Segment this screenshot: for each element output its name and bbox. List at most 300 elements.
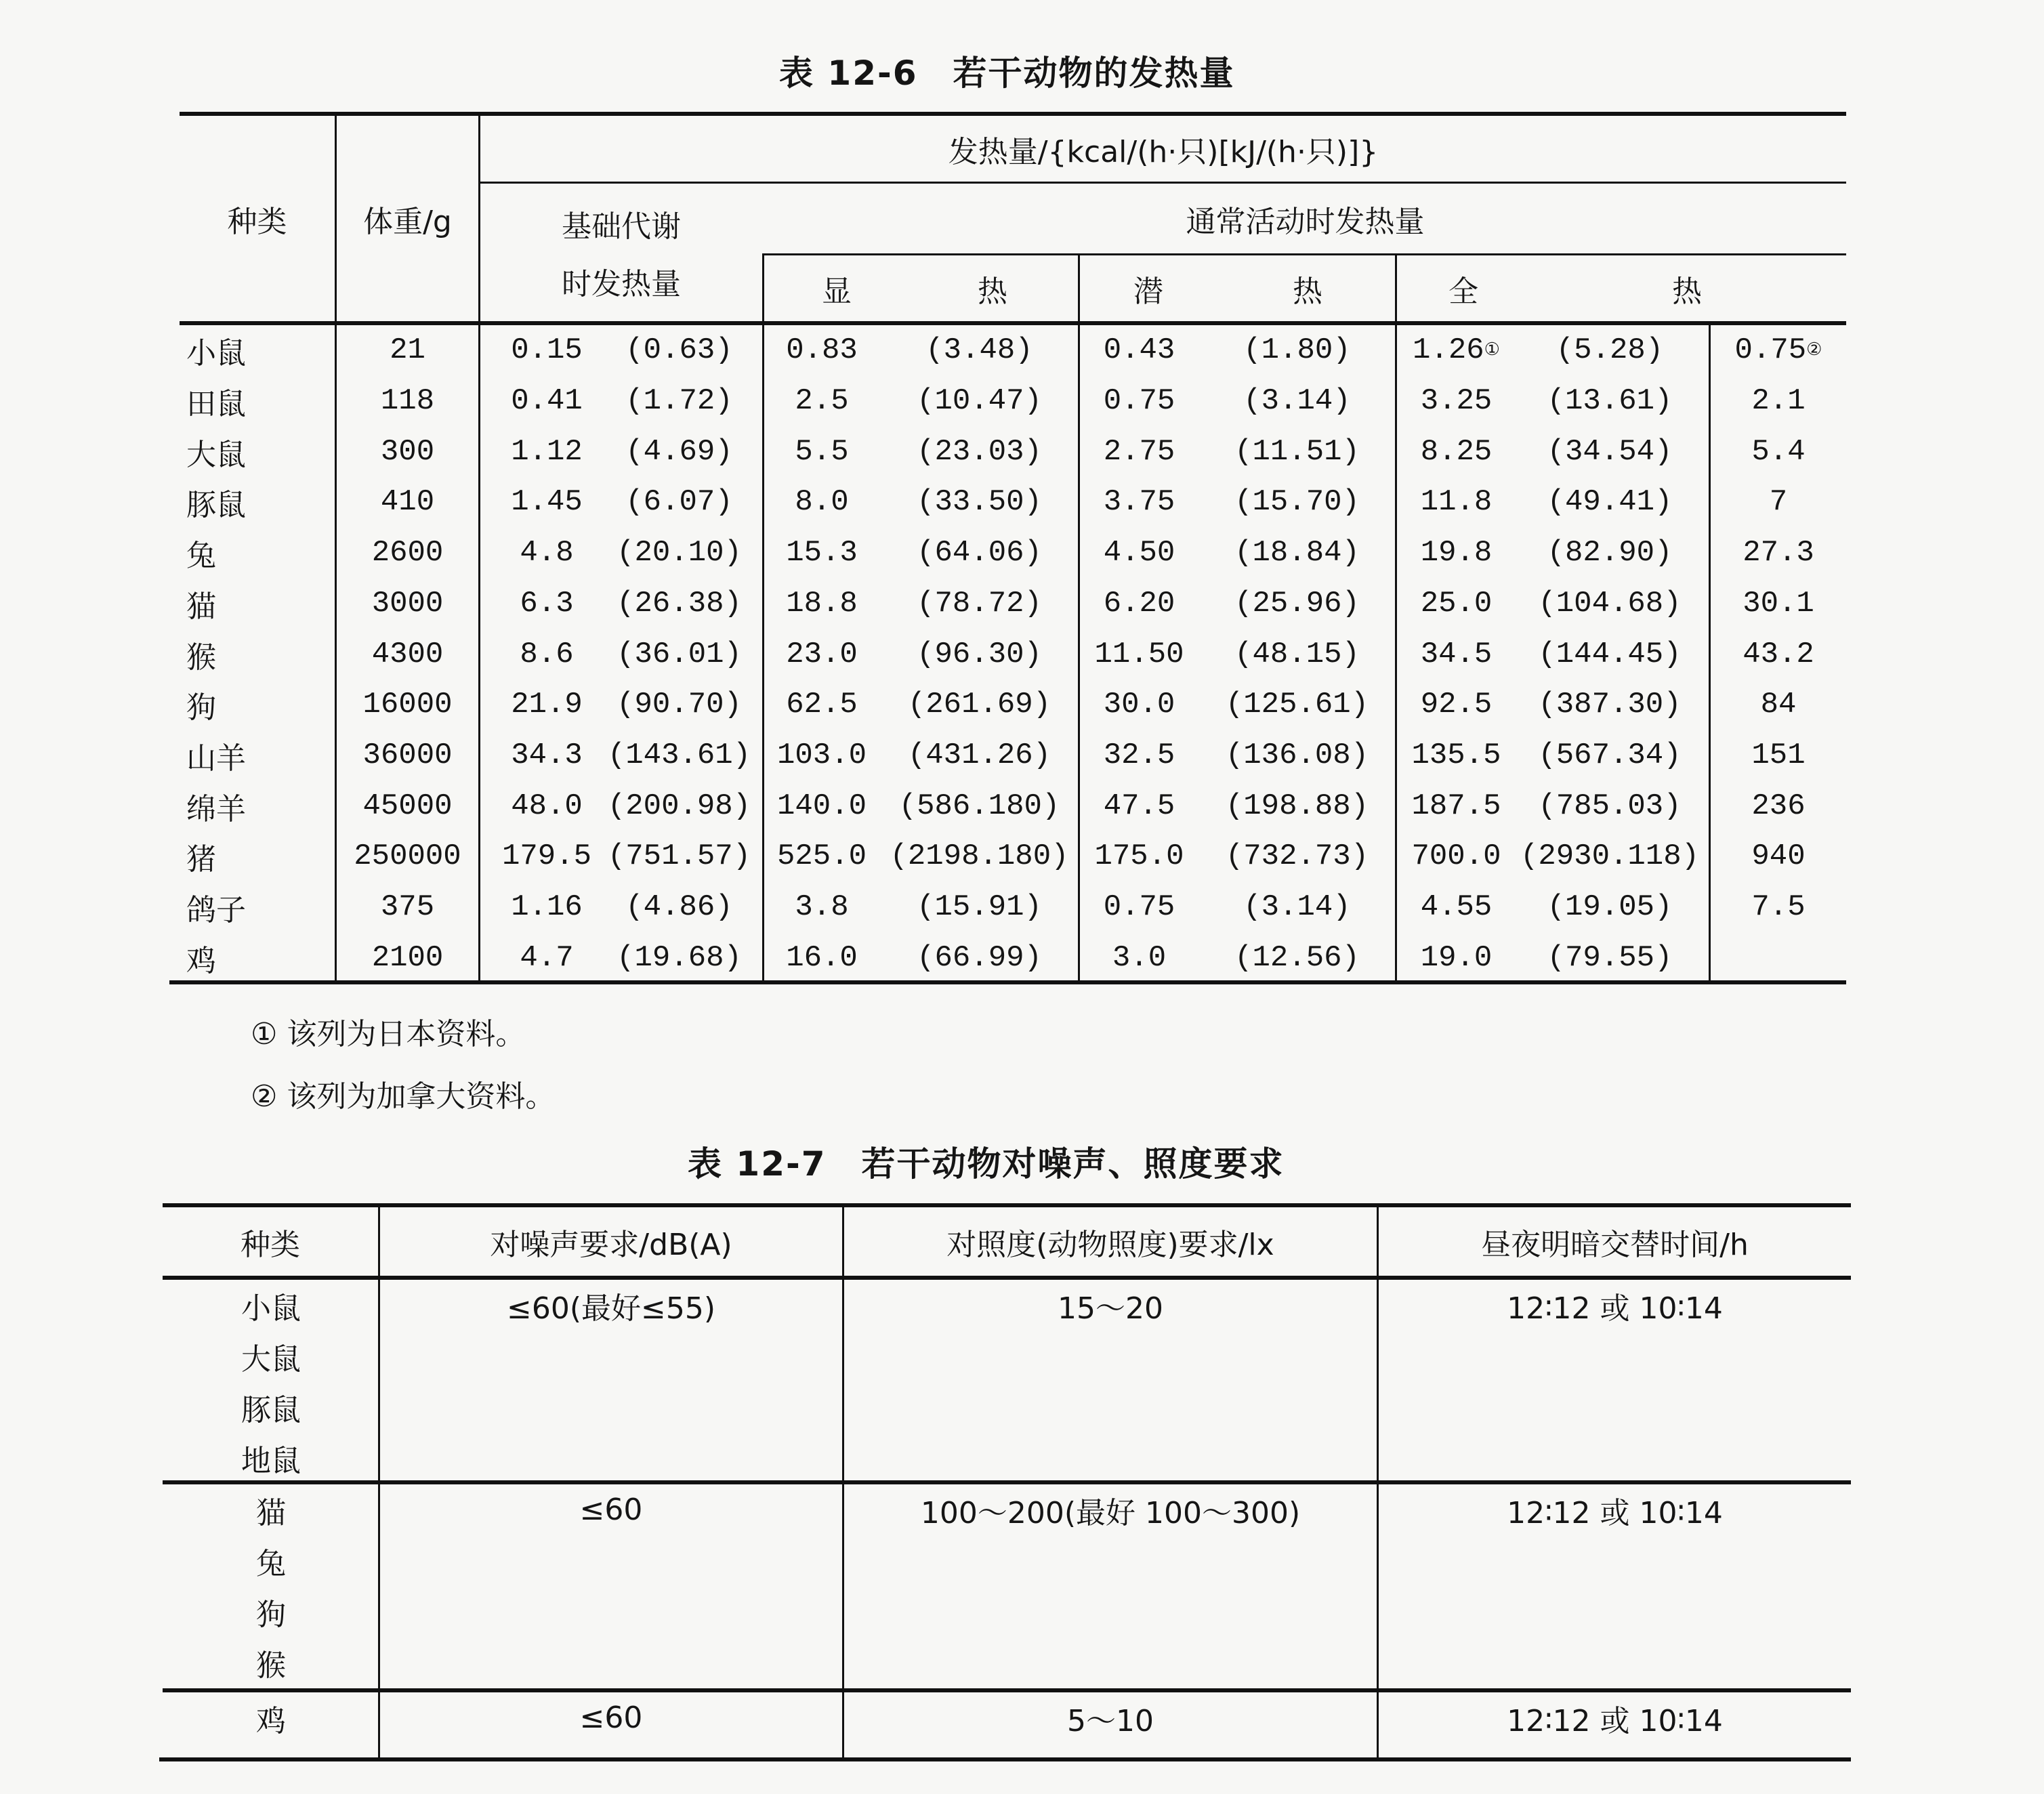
cell-total xyxy=(1397,477,1516,528)
cell-total-kj xyxy=(1511,882,1709,933)
cell-value: (3.14) xyxy=(1243,890,1351,925)
cell-value: 兔 xyxy=(186,539,216,574)
cell-extra: 0.75 ② xyxy=(1734,333,1822,368)
cell-species xyxy=(186,528,322,579)
cell-value: 7 xyxy=(1769,485,1788,520)
cell-lat-kj xyxy=(1199,579,1395,629)
cell-value: 猫 xyxy=(186,589,216,624)
cell-sens xyxy=(764,325,879,376)
cell-value: 8.0 xyxy=(795,485,849,520)
cell-weight xyxy=(337,831,478,882)
cell-value: 23.0 xyxy=(786,637,858,671)
cell-value: (5.28) xyxy=(1556,333,1664,368)
cell-total-kj xyxy=(1511,426,1709,477)
cell-lat-kj xyxy=(1199,528,1395,579)
cell-value: 2100 xyxy=(371,940,444,975)
cell-value: 34.5 xyxy=(1420,637,1493,671)
cell-value: 4.50 xyxy=(1103,536,1175,570)
cell-basal-kj xyxy=(596,477,762,528)
header-heat: 发热量/{kcal/(h·只)[kJ/(h·只)]} xyxy=(948,134,1379,169)
cell-value: 92.5 xyxy=(1420,688,1493,722)
cell-value: 鸡 xyxy=(186,943,216,978)
cell-total xyxy=(1397,780,1516,831)
cell-value: 47.5 xyxy=(1103,789,1175,823)
header-latent-b: 热 xyxy=(1293,274,1322,309)
cell-basal-kj xyxy=(596,325,762,376)
cell-basal xyxy=(482,579,611,629)
cell-value: 21.9 xyxy=(511,688,583,722)
cell-total xyxy=(1397,831,1516,882)
cell-lat xyxy=(1080,629,1198,680)
cell-value: 绵羊 xyxy=(186,791,246,827)
cell-value: (261.69) xyxy=(907,688,1051,722)
cell-value: (586.180) xyxy=(898,789,1060,823)
cell-extra xyxy=(1711,579,1846,629)
cell-species xyxy=(186,730,322,781)
cell-value: (6.07) xyxy=(625,485,733,520)
cell-total xyxy=(1397,426,1516,477)
cell-value: 103.0 xyxy=(776,738,867,772)
cell-total xyxy=(1397,680,1516,730)
cell-sens xyxy=(764,579,879,629)
cell-value: 16000 xyxy=(362,688,453,722)
cell-value: (4.69) xyxy=(625,434,733,469)
cell-species xyxy=(186,680,322,730)
cell-value: 山羊 xyxy=(186,740,246,776)
cell-species xyxy=(186,629,322,680)
cell-species: 小鼠 xyxy=(241,1291,301,1326)
cell-species xyxy=(186,376,322,427)
cell-basal xyxy=(482,629,611,680)
cell-cycle: 12∶12 或 10∶14 xyxy=(1507,1495,1723,1530)
cell-value: (0.63) xyxy=(625,333,733,368)
table-12-6-title: 表 12-6 若干动物的发热量 xyxy=(779,54,1235,93)
cell-total xyxy=(1397,579,1516,629)
cell-basal-kj xyxy=(596,579,762,629)
cell-lat xyxy=(1080,477,1198,528)
cell-value: 0.41 xyxy=(511,384,583,419)
cell-lat xyxy=(1080,730,1198,781)
cell-species xyxy=(186,831,322,882)
cell-sens-kj xyxy=(881,730,1078,781)
cell-species: 地鼠 xyxy=(241,1443,301,1478)
cell-value: (48.15) xyxy=(1234,637,1360,671)
cell-extra xyxy=(1711,831,1846,882)
cell-total-kj xyxy=(1511,376,1709,427)
cell-species xyxy=(186,579,322,629)
cell-value: (26.38) xyxy=(617,586,742,621)
cell-value: 5.5 xyxy=(795,434,849,469)
cell-sens xyxy=(764,882,879,933)
cell-sens xyxy=(764,477,879,528)
cell-lat-kj xyxy=(1199,831,1395,882)
cell-basal-kj xyxy=(596,426,762,477)
cell-value: 375 xyxy=(380,890,435,925)
header-basal-2: 时发热量 xyxy=(562,267,681,301)
cell-value: 3.25 xyxy=(1420,384,1493,419)
cell-sens xyxy=(764,730,879,781)
bottom-rule xyxy=(159,1757,1851,1761)
cell-total: 1.26 ① xyxy=(1413,333,1500,368)
cell-basal-kj xyxy=(596,376,762,427)
cell-basal-kj xyxy=(596,831,762,882)
cell-value: 19.0 xyxy=(1420,940,1493,975)
cell-value: 36000 xyxy=(362,738,453,772)
header-sensible-a: 显 xyxy=(822,274,852,309)
cell-sens-kj xyxy=(881,680,1078,730)
cell-value: 1.26 xyxy=(1413,333,1484,368)
cell-species: 豚鼠 xyxy=(241,1392,301,1427)
cell-value: 田鼠 xyxy=(186,387,246,422)
cell-weight xyxy=(337,730,478,781)
cell-value: (136.08) xyxy=(1225,738,1369,772)
cell-value: 1.12 xyxy=(511,434,583,469)
cell-species: 狗 xyxy=(256,1597,286,1632)
footnote-2: ② 该列为加拿大资料。 xyxy=(251,1079,556,1114)
cell-sens xyxy=(764,629,879,680)
cell-weight xyxy=(337,680,478,730)
cell-total-kj xyxy=(1511,932,1709,983)
cell-species xyxy=(186,325,322,376)
cell-extra xyxy=(1711,629,1846,680)
cell-value: 45000 xyxy=(362,789,453,823)
cell-extra xyxy=(1711,882,1846,933)
cell-value: 5.4 xyxy=(1751,434,1806,469)
cell-lat-kj xyxy=(1199,426,1395,477)
cell-value: (3.48) xyxy=(925,333,1033,368)
cell-value: (19.05) xyxy=(1547,890,1673,925)
cell-value: 0.43 xyxy=(1103,333,1175,368)
cell-value: 猴 xyxy=(186,640,216,675)
cell-extra xyxy=(1711,932,1846,983)
cell-lat-kj xyxy=(1199,932,1395,983)
cell-value: 6.20 xyxy=(1103,586,1175,621)
cell-light: 15～20 xyxy=(1058,1291,1163,1326)
cell-value: 940 xyxy=(1751,839,1806,874)
cell-value: 11.8 xyxy=(1420,485,1493,520)
cell-value: (387.30) xyxy=(1538,688,1682,722)
cell-value: (2198.180) xyxy=(890,839,1069,874)
cell-value: 18.8 xyxy=(786,586,858,621)
cell-value: 0.75 xyxy=(1103,890,1175,925)
cell-lat-kj xyxy=(1199,477,1395,528)
cell-weight xyxy=(337,528,478,579)
cell-lat-kj xyxy=(1199,730,1395,781)
cell-lat xyxy=(1080,882,1198,933)
header-cycle: 昼夜明暗交替时间/h xyxy=(1481,1227,1749,1262)
cell-total xyxy=(1397,932,1516,983)
cell-sens-kj xyxy=(881,629,1078,680)
cell-value: (732.73) xyxy=(1225,839,1369,874)
cell-total xyxy=(1397,882,1516,933)
cell-basal xyxy=(482,882,611,933)
cell-lat xyxy=(1080,426,1198,477)
cell-weight xyxy=(337,477,478,528)
cell-species: 兔 xyxy=(256,1546,286,1581)
cell-value: 11.50 xyxy=(1094,637,1184,671)
cell-value: (1.80) xyxy=(1243,333,1351,368)
cell-value: (144.45) xyxy=(1538,637,1682,671)
cell-total-kj xyxy=(1511,477,1709,528)
cell-total xyxy=(1397,376,1516,427)
cell-cycle: 12∶12 或 10∶14 xyxy=(1507,1703,1723,1738)
cell-value: 鸽子 xyxy=(186,893,246,928)
cell-value: (2930.118) xyxy=(1520,839,1700,874)
cell-value: 3.75 xyxy=(1103,485,1175,520)
cell-value: 21 xyxy=(390,333,425,368)
cell-value: 4.55 xyxy=(1420,890,1493,925)
cell-value: 25.0 xyxy=(1420,586,1493,621)
header-activity: 通常活动时发热量 xyxy=(1186,204,1425,239)
cell-lat-kj xyxy=(1199,376,1395,427)
cell-basal xyxy=(482,528,611,579)
cell-lat xyxy=(1080,579,1198,629)
cell-sens xyxy=(764,528,879,579)
cell-lat-kj xyxy=(1199,780,1395,831)
cell-value: (66.99) xyxy=(917,940,1042,975)
cell-value: 135.5 xyxy=(1411,738,1501,772)
cell-total-kj xyxy=(1511,730,1709,781)
cell-basal xyxy=(482,376,611,427)
cell-extra xyxy=(1711,426,1846,477)
cell-value: 250000 xyxy=(354,839,461,874)
cell-value: 4300 xyxy=(371,637,444,671)
cell-total-kj xyxy=(1511,528,1709,579)
cell-basal xyxy=(482,477,611,528)
cell-value: 27.3 xyxy=(1743,536,1814,570)
cell-sens-kj xyxy=(881,831,1078,882)
cell-lat xyxy=(1080,680,1198,730)
cell-value: 7.5 xyxy=(1751,890,1806,925)
header-total-a: 全 xyxy=(1448,274,1478,309)
cell-value: 43.2 xyxy=(1743,637,1814,671)
cell-total xyxy=(1397,730,1516,781)
cell-sens xyxy=(764,831,879,882)
cell-extra xyxy=(1711,528,1846,579)
cell-value: (15.91) xyxy=(917,890,1042,925)
cell-value: (3.14) xyxy=(1243,384,1351,419)
cell-value: (25.96) xyxy=(1234,586,1360,621)
cell-value: (785.03) xyxy=(1538,789,1682,823)
cell-lat-kj xyxy=(1199,629,1395,680)
cell-lat-kj xyxy=(1199,680,1395,730)
cell-value: 2.75 xyxy=(1103,434,1175,469)
cell-noise: ≤60 xyxy=(579,1493,643,1527)
cell-light: 5～10 xyxy=(1067,1703,1154,1738)
cell-value: 30.0 xyxy=(1103,688,1175,722)
cell-value: 大鼠 xyxy=(186,437,246,472)
cell-value: (79.55) xyxy=(1547,940,1673,975)
cell-light: 100～200(最好 100～300) xyxy=(920,1495,1301,1530)
cell-total-kj xyxy=(1511,680,1709,730)
header-basal: 基础代谢 xyxy=(562,209,681,244)
cell-lat-kj xyxy=(1199,882,1395,933)
cell-value: (143.61) xyxy=(607,738,751,772)
cell-value: (1.72) xyxy=(625,384,733,419)
cell-weight xyxy=(337,780,478,831)
cell-sens xyxy=(764,426,879,477)
cell-value: (4.86) xyxy=(625,890,733,925)
cell-total xyxy=(1397,528,1516,579)
cell-sens-kj xyxy=(881,325,1078,376)
header-weight: 体重/g xyxy=(363,204,452,239)
cell-lat xyxy=(1080,325,1198,376)
cell-value: 豚鼠 xyxy=(186,488,246,523)
cell-value: 1.45 xyxy=(511,485,583,520)
cell-species xyxy=(186,477,322,528)
cell-value: 3.0 xyxy=(1112,940,1167,975)
cell-weight xyxy=(337,376,478,427)
cell-weight xyxy=(337,325,478,376)
cell-value: (13.61) xyxy=(1547,384,1673,419)
cell-value: (18.84) xyxy=(1234,536,1360,570)
cell-sens-kj xyxy=(881,426,1078,477)
cell-value: 236 xyxy=(1751,789,1806,823)
cell-value: (104.68) xyxy=(1538,586,1682,621)
cell-species: 猴 xyxy=(256,1648,286,1683)
header-noise: 对噪声要求/dB(A) xyxy=(490,1227,732,1262)
cell-extra xyxy=(1711,477,1846,528)
cell-value: 700.0 xyxy=(1411,839,1501,874)
cell-total xyxy=(1397,629,1516,680)
cell-value: (36.01) xyxy=(617,637,742,671)
header-species: 种类 xyxy=(241,1227,300,1262)
cell-value: 140.0 xyxy=(776,789,867,823)
cell-value: 175.0 xyxy=(1094,839,1184,874)
cell-sens-kj xyxy=(881,780,1078,831)
cell-value: (11.51) xyxy=(1234,434,1360,469)
cell-noise: ≤60(最好≤55) xyxy=(506,1291,716,1326)
cell-value: (198.88) xyxy=(1225,789,1369,823)
cell-value: 3.8 xyxy=(795,890,849,925)
cell-value: (431.26) xyxy=(907,738,1051,772)
cell-value: (33.50) xyxy=(917,485,1042,520)
cell-value: (200.98) xyxy=(607,789,751,823)
cell-value: 34.3 xyxy=(511,738,583,772)
cell-value: 30.1 xyxy=(1743,586,1814,621)
cell-sens xyxy=(764,932,879,983)
cell-value: (10.47) xyxy=(917,384,1042,419)
header-light: 对照度(动物照度)要求/lx xyxy=(946,1227,1274,1262)
cell-value: 2600 xyxy=(371,536,444,570)
header-total-b: 热 xyxy=(1672,274,1702,309)
cell-basal xyxy=(482,680,611,730)
cell-value: 300 xyxy=(380,434,435,469)
cell-lat xyxy=(1080,831,1198,882)
table-12-7-title: 表 12-7 若干动物对噪声、照度要求 xyxy=(688,1144,1285,1184)
cell-weight xyxy=(337,932,478,983)
cell-value: (64.06) xyxy=(917,536,1042,570)
cell-value: 16.0 xyxy=(786,940,858,975)
cell-value: 118 xyxy=(380,384,435,419)
cell-lat xyxy=(1080,528,1198,579)
cell-extra xyxy=(1711,376,1846,427)
cell-value: (12.56) xyxy=(1234,940,1360,975)
cell-value: 0.75 xyxy=(1103,384,1175,419)
footnote-1: ① 该列为日本资料。 xyxy=(251,1017,526,1051)
cell-value: (90.70) xyxy=(617,688,742,722)
cell-sens xyxy=(764,376,879,427)
cell-species xyxy=(186,882,322,933)
cell-value: 小鼠 xyxy=(186,336,246,371)
cell-value: 4.8 xyxy=(520,536,574,570)
cell-value: 狗 xyxy=(186,690,216,726)
cell-value: (567.34) xyxy=(1538,738,1682,772)
cell-value: 0.83 xyxy=(786,333,858,368)
cell-sens-kj xyxy=(881,882,1078,933)
cell-basal-kj xyxy=(596,528,762,579)
cell-value: 19.8 xyxy=(1420,536,1493,570)
cell-extra xyxy=(1711,730,1846,781)
cell-value: 0.75 xyxy=(1734,333,1807,368)
cell-noise: ≤60 xyxy=(579,1701,643,1735)
cell-species: 鸡 xyxy=(256,1703,286,1738)
cell-value: (751.57) xyxy=(607,839,751,874)
cell-lat-kj xyxy=(1199,325,1395,376)
cell-value: 2.1 xyxy=(1751,384,1806,419)
cell-sens-kj xyxy=(881,932,1078,983)
cell-sens-kj xyxy=(881,477,1078,528)
cell-basal xyxy=(482,730,611,781)
cell-value: 4.7 xyxy=(520,940,574,975)
cell-species: 大鼠 xyxy=(241,1341,301,1377)
cell-lat xyxy=(1080,932,1198,983)
cell-value: 32.5 xyxy=(1103,738,1175,772)
cell-basal-kj xyxy=(596,932,762,983)
cell-basal-kj xyxy=(596,680,762,730)
header-latent-a: 潜 xyxy=(1133,274,1163,309)
cell-total-kj xyxy=(1511,325,1709,376)
cell-total-kj xyxy=(1511,831,1709,882)
cell-basal xyxy=(482,831,611,882)
cell-value: 3000 xyxy=(371,586,444,621)
cell-species xyxy=(186,932,322,983)
cell-basal xyxy=(482,325,611,376)
cell-value: 1.16 xyxy=(511,890,583,925)
cell-value: 2.5 xyxy=(795,384,849,419)
cell-basal-kj xyxy=(596,629,762,680)
cell-total-kj xyxy=(1511,629,1709,680)
cell-value: (19.68) xyxy=(617,940,742,975)
cell-value: 151 xyxy=(1751,738,1806,772)
cell-value: (49.41) xyxy=(1547,485,1673,520)
cell-value: 525.0 xyxy=(776,839,867,874)
cell-species xyxy=(186,426,322,477)
cell-value: (78.72) xyxy=(917,586,1042,621)
cell-sens xyxy=(764,780,879,831)
header-sensible-b: 热 xyxy=(978,274,1007,309)
cell-value: (15.70) xyxy=(1234,485,1360,520)
cell-value: (125.61) xyxy=(1225,688,1369,722)
cell-value: 6.3 xyxy=(520,586,574,621)
cell-value: (82.90) xyxy=(1547,536,1673,570)
cell-extra xyxy=(1711,680,1846,730)
cell-value: (23.03) xyxy=(917,434,1042,469)
cell-basal xyxy=(482,426,611,477)
cell-total-kj xyxy=(1511,579,1709,629)
cell-weight xyxy=(337,629,478,680)
header-species: 种类 xyxy=(227,204,287,239)
cell-value: 15.3 xyxy=(786,536,858,570)
cell-value: 410 xyxy=(380,485,435,520)
cell-basal-kj xyxy=(596,780,762,831)
cell-weight xyxy=(337,426,478,477)
cell-lat xyxy=(1080,780,1198,831)
cell-value: (34.54) xyxy=(1547,434,1673,469)
cell-sens xyxy=(764,680,879,730)
cell-weight xyxy=(337,882,478,933)
cell-total-kj xyxy=(1511,780,1709,831)
